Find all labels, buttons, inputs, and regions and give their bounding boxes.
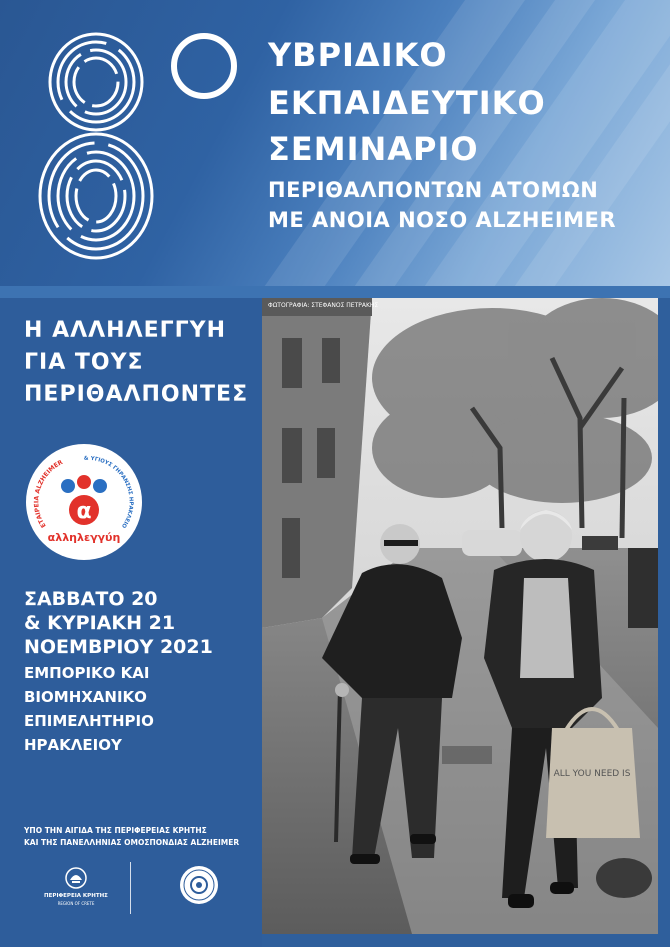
number-eight-graphic	[34, 20, 164, 280]
venue-line-3: ΕΠΙΜΕΛΗΤΗΡΙΟ	[24, 712, 154, 730]
venue-line-1: ΕΜΠΟΡΙΚΟ ΚΑΙ	[24, 664, 150, 682]
figure-head-right-icon	[93, 479, 107, 493]
venue-line-4: ΗΡΑΚΛΕΙΟΥ	[24, 736, 122, 754]
date-line-2: & ΚΥΡΙΑΚΗ 21	[24, 612, 176, 634]
elderly-couple-photo-illustration	[262, 298, 658, 934]
title-line-2: ΕΚΠΑΙΔΕΥΤΙΚΟ	[268, 84, 546, 122]
title-line-3: ΣΕΜΙΝΑΡΙΟ	[268, 130, 479, 168]
badge-letter: α	[76, 499, 92, 524]
header-banner	[0, 0, 670, 286]
region-crete-emblem-icon	[64, 866, 88, 890]
degree-ring-graphic	[168, 30, 240, 102]
subtitle-line-2: ΜΕ ΑΝΟΙΑ ΝΟΣΟ ALZHEIMER	[268, 208, 617, 232]
badge-ring-left: ΕΤΑΙΡΕΙΑ ALZHEIMER	[33, 459, 65, 529]
venue-line-2: ΒΙΟΜΗΧΑΝΙΚΟ	[24, 688, 147, 706]
figure-head-mid-icon	[77, 475, 91, 489]
allilengyi-logo	[24, 442, 144, 562]
figure-head-left-icon	[61, 479, 75, 493]
bag-print: ALL YOU NEED IS	[553, 769, 631, 779]
subtitle-line-1: ΠΕΡΙΘΑΛΠΟΝΤΩΝ ΑΤΟΜΩΝ	[268, 178, 599, 202]
photo-credit: ΦΩΤΟΓΡΑΦΙΑ: ΣΤΕΦΑΝΟΣ ΠΕΤΡΑΚΗΣ	[268, 302, 379, 309]
region-crete-name: ΠΕΡΙΦΕΡΕΙΑ ΚΡΗΤΗΣ	[44, 893, 108, 899]
date-line-1: ΣΑΒΒΑΤΟ 20	[24, 588, 158, 610]
badge-name: αλληλεγγύη	[47, 531, 121, 544]
federation-seal-icon	[178, 864, 220, 906]
divider-bar	[0, 286, 670, 298]
theme-line-1: Η ΑΛΛΗΛΕΓΓΥΗ	[24, 318, 226, 343]
region-crete-sub: REGION OF CRETE	[57, 901, 95, 906]
aegis-line-2: ΚΑΙ ΤΗΣ ΠΑΝΕΛΛΗΝΙΑΣ ΟΜΟΣΠΟΝΔΙΑΣ ALZHEIMER	[24, 838, 240, 847]
aegis-line-1: ΥΠΟ ΤΗΝ ΑΙΓΙΔΑ ΤΗΣ ΠΕΡΙΦΕΡΕΙΑΣ ΚΡΗΤΗΣ	[24, 826, 207, 835]
footer-divider	[130, 862, 131, 914]
title-line-1: ΥΒΡΙΔΙΚΟ	[268, 36, 448, 74]
theme-line-3: ΠΕΡΙΘΑΛΠΟΝΤΕΣ	[24, 382, 249, 407]
date-line-3: ΝΟΕΜΒΡΙΟΥ 2021	[24, 636, 213, 658]
theme-line-2: ΓΙΑ ΤΟΥΣ	[24, 350, 144, 375]
street-photo	[262, 298, 658, 934]
badge-ring-right: & ΥΓΙΟΥΣ ΓΗΡΑΝΣΗΣ ΗΡΑΚΛΕΙΟ	[83, 455, 134, 529]
